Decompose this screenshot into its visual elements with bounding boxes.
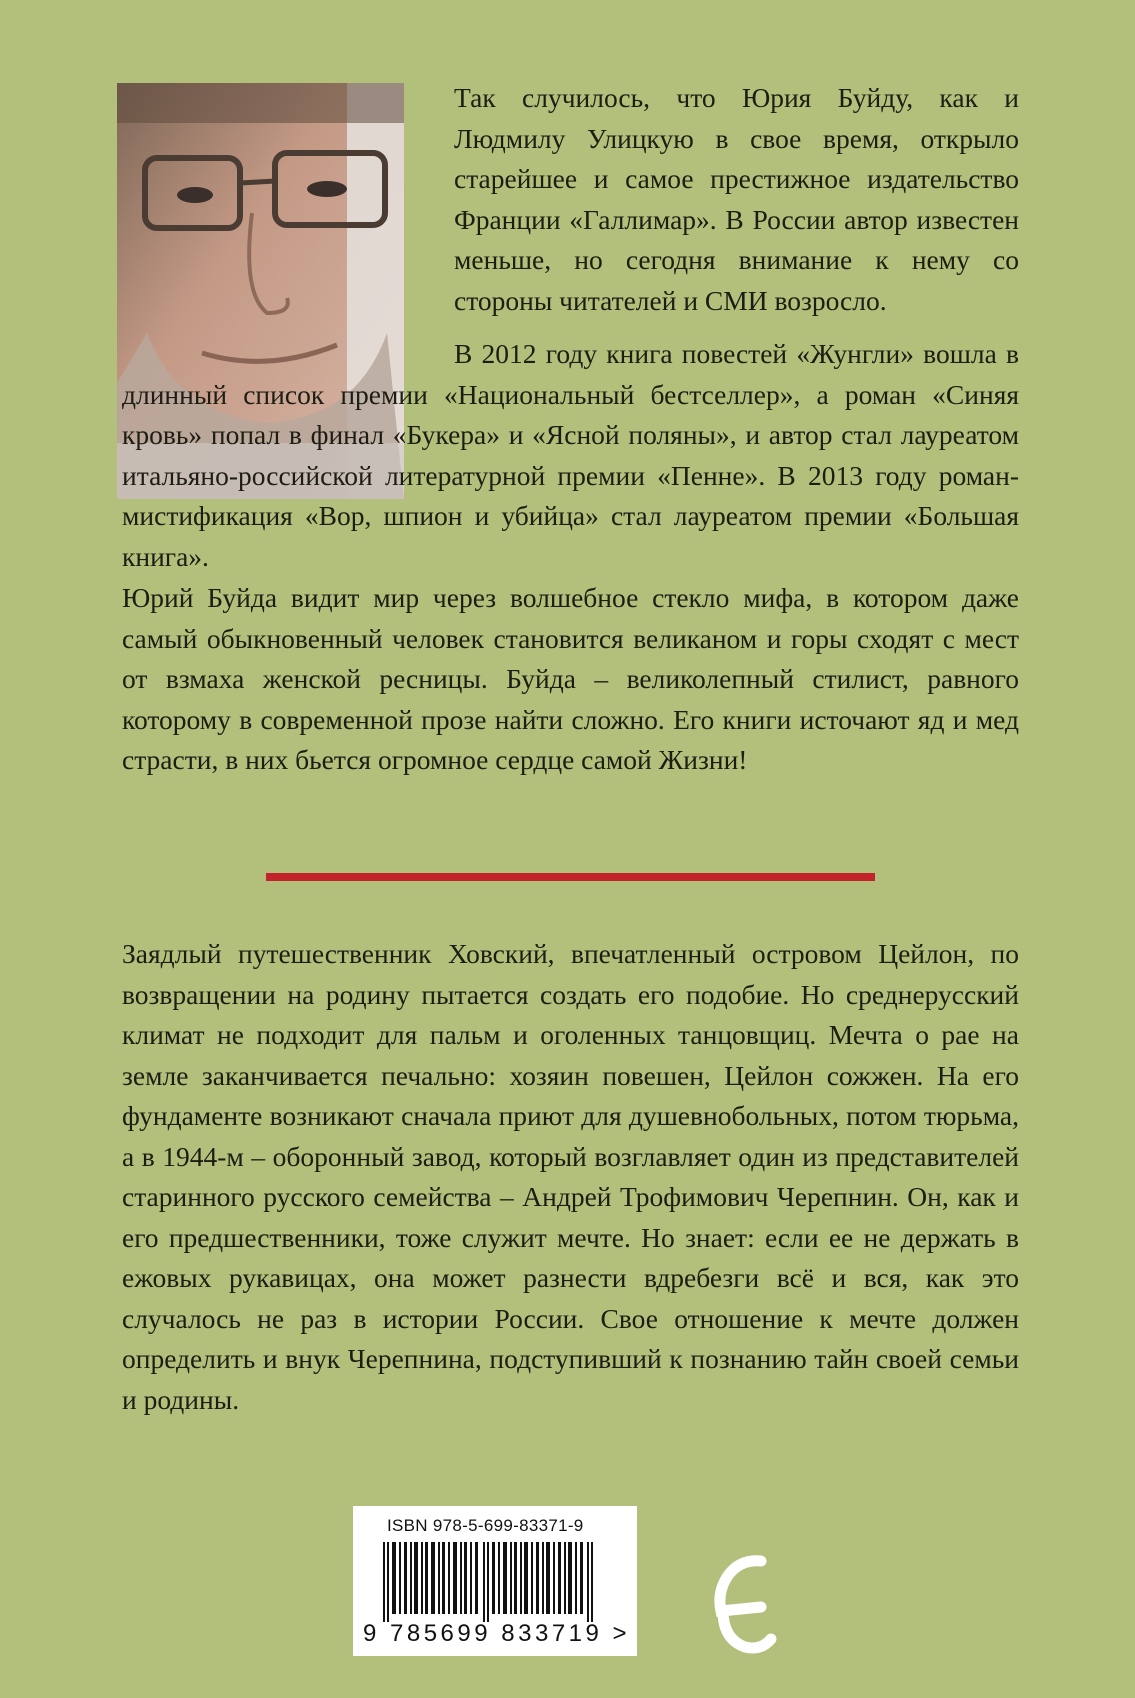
about-author-paragraph-1: Так случилось, что Юрия Буйду, как и Людмилу Улицкую в свое время, открыло старейшее и самое престижное издательство Франции «Галлимар». В России автор известен меньше, но сегодня внимание к нему со стороны читателей и СМИ возросло. [454, 82, 1019, 316]
barcode-label [353, 1506, 637, 1656]
about-author-paragraph-3: Юрий Буйда видит мир через волшебное стекло мифа, в котором даже самый обыкновенный человек становится великаном и горы сходят с мест от взмаха женской ресницы. Буйда – великолепный стилист, равного которому в современной прозе найти сложно. Его книги источают яд и мед страсти, в них бьется огромное сердце самой Жизни! [122, 582, 1019, 775]
ean-digits: 9 785699 833719 > [363, 1620, 631, 1647]
barcode-icon [383, 1542, 605, 1622]
about-author-paragraph-2: В 2012 году книга повестей «Жунгли» вошла в длинный список премии «Национальный бестселлер», а роман «Синяя кровь» попал в финал «Букера» и «Ясной поляны», и автор стал лауреатом итальяно-российской литературной премии «Пенне». В 2013 году роман-мистификация «Вор, шпион и убийца» стал лауреатом премии «Большая книга». [122, 338, 1019, 572]
isbn-text: ISBN 978-5-699-83371-9 [387, 1516, 584, 1535]
eksmo-logo-icon [709, 1551, 779, 1656]
red-divider [266, 873, 875, 881]
book-annotation: Заядлый путешественник Ховский, впечатленный островом Цейлон, по возвращении на родину пытается создать его подобие. Но среднерусский климат не подходит для пальм и оголенных танцовщиц. Мечта о рае на земле заканчивается печально: хозяин повешен, Цейлон сожжен. На его фундаменте возникают сначала приют для душевнобольных, потом тюрьма, а в 1944-м – оборонный завод, который возглавляет один из представителей старинного русского семейства – Андрей Трофимович Черепнин. Он, как и его предшественники, тоже служит мечте. Но знает: если ее не держать в ежовых рукавицах, она может разнести вдребезги всё и вся, как это случалось не раз в истории России. Свое отношение к мечте должен определить и внук Черепнина, подступивший к познанию тайн своей семьи и родины. [122, 938, 1019, 1415]
